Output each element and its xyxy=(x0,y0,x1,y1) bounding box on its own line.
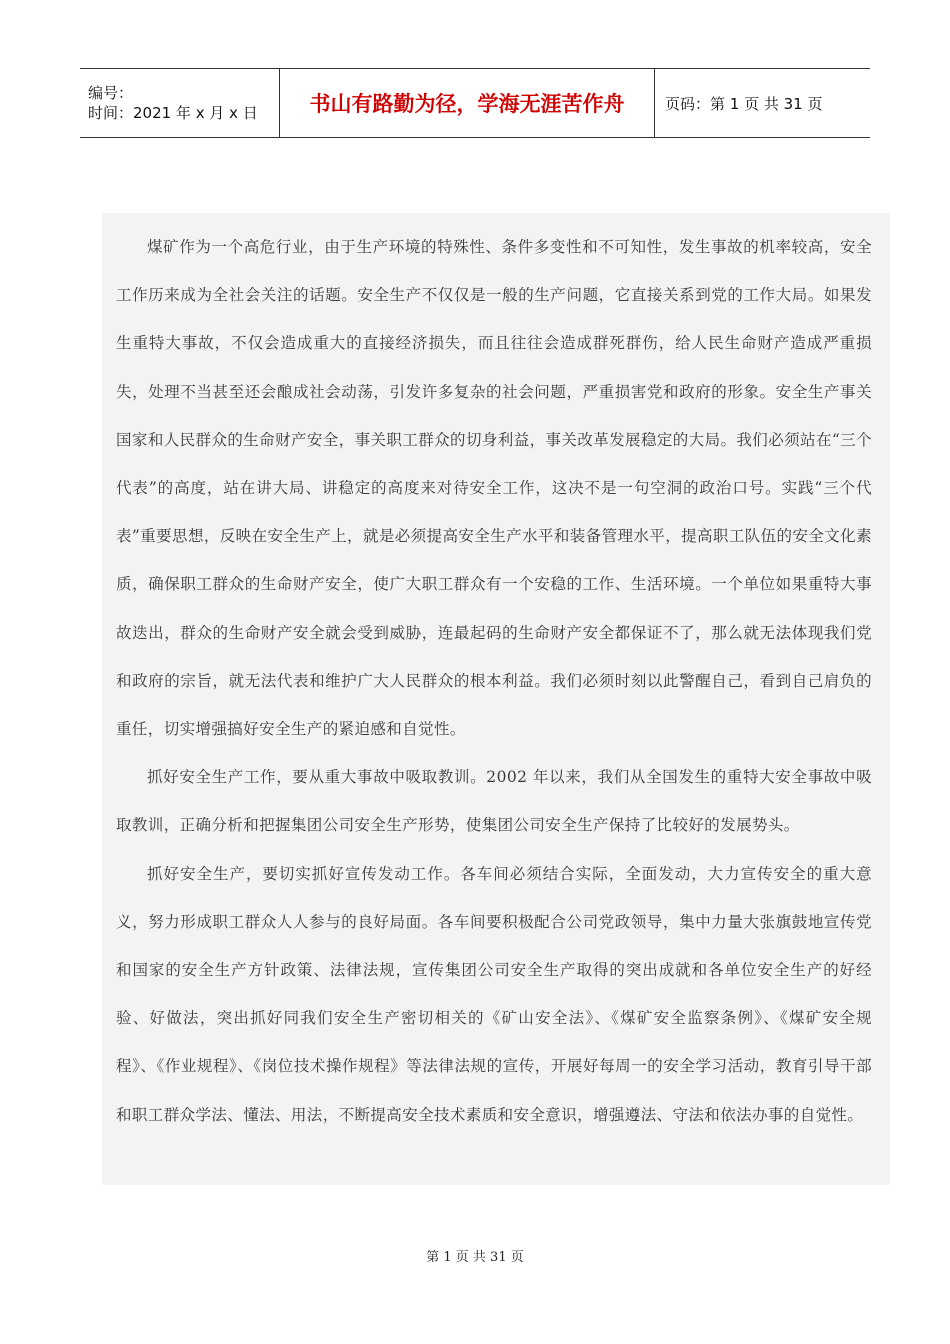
document-date: 时间：2021 年 x 月 x 日 xyxy=(88,104,258,122)
header-meta xyxy=(80,69,280,137)
page-footer xyxy=(0,1246,950,1265)
document-number-label: 编号： xyxy=(88,84,134,102)
footer-page-number: 第 1 页 共 31 页 xyxy=(426,1250,524,1265)
body-paragraph-1: 煤矿作为一个高危行业，由于生产环境的特殊性、条件多变性和不可知性，发生事故的机率较高，安全工作历来成为全社会关注的话题。安全生产不仅仅是一般的生产问题，它直接关系到党的工作大局。如果发生重特大事故，不仅会造成重大的直接经济损失，而且往往会造成群死群伤，给人民生命财产造成严重损失，处理不当甚至还会酿成社会动荡，引发许多复杂的社会问题，严重损害党和政府的形象。安全生产事关国家和人民群众的生命财产安全，事关职工群众的切身利益，事关改革发展稳定的大局。我们必须站在“三个代表”的高度，站在讲大局、讲稳定的高度来对待安全工作，这决不是一句空洞的政治口号。实践“三个代表”重要思想，反映在安全生产上，就是必须提高安全生产水平和装备管理水平，提高职工队伍的安全文化素质，确保职工群众的生命财产安全，使广大职工群众有一个安稳的工作、生活环境。一个单位如果重特大事故迭出，群众的生命财产安全就会受到威胁，连最起码的生命财产安全都保证不了，那么就无法体现我们党和政府的宗旨，就无法代表和维护广大人民群众的根本利益。我们必须时刻以此警醒自己，看到自己肩负的重任，切实增强搞好安全生产的紧迫感和自觉性。 xyxy=(116,238,872,739)
document-body xyxy=(102,213,890,1185)
header-motto xyxy=(280,69,655,137)
document-header xyxy=(80,68,870,138)
page-info-text: 页码：第 1 页 共 31 页 xyxy=(665,94,823,113)
body-paragraph-2: 抓好安全生产工作，要从重大事故中吸取教训。2002 年以来，我们从全国发生的重特大安全事故中吸取教训，正确分析和把握集团公司安全生产形势，使集团公司安全生产保持了比较好的发展势头。 xyxy=(116,768,872,835)
body-paragraph-3: 抓好安全生产，要切实抓好宣传发动工作。各车间必须结合实际，全面发动，大力宣传安全的重大意义，努力形成职工群众人人参与的良好局面。各车间要积极配合公司党政领导，集中力量大张旗鼓地宣传党和国家的安全生产方针政策、法律法规，宣传集团公司安全生产取得的突出成就和各单位安全生产的好经验、好做法，突出抓好同我们安全生产密切相关的《矿山安全法》、《煤矿安全监察条例》、《煤矿安全规程》、《作业规程》、《岗位技术操作规程》等法律法规的宣传，开展好每周一的安全学习活动，教育引导干部和职工群众学法、懂法、用法，不断提高安全技术素质和安全意识，增强遵法、守法和依法办事的自觉性。 xyxy=(116,864,872,1124)
motto-text: 书山有路勤为径，学海无涯苦作舟 xyxy=(309,92,625,116)
header-page-info xyxy=(655,69,870,137)
